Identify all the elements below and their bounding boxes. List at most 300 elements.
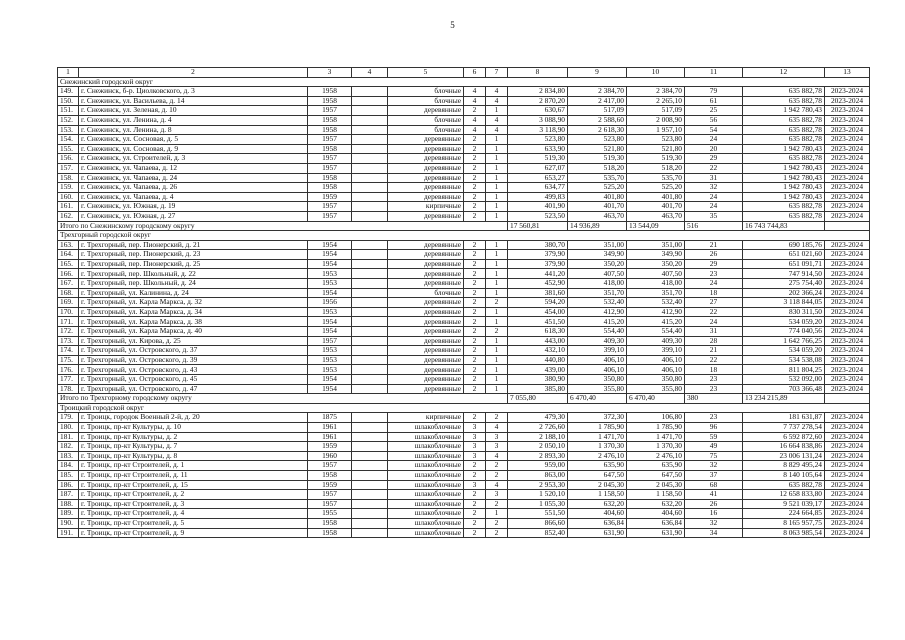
table-cell: 1 (486, 288, 508, 298)
table-cell: кирпичные (388, 202, 464, 212)
table-cell: 554,40 (627, 327, 685, 337)
table-cell: 2 (464, 365, 486, 375)
table-cell (352, 528, 388, 538)
table-cell: деревянные (388, 211, 464, 221)
table-cell: 1 (486, 346, 508, 356)
table-cell: 1 (486, 183, 508, 193)
table-cell: 3 (464, 442, 486, 452)
table-cell: 1954 (308, 259, 352, 269)
table-cell: 2023-2024 (825, 490, 870, 500)
table-cell: 1953 (308, 307, 352, 317)
table-cell: 401,70 (627, 202, 685, 212)
table-cell: г. Троицк, пр-кт Строителей, д. 1 (79, 461, 308, 471)
table-cell: 351,00 (627, 240, 685, 250)
table-cell: деревянные (388, 250, 464, 260)
table-cell (352, 115, 388, 125)
table-cell: 3 (486, 490, 508, 500)
table-cell: 2 (486, 327, 508, 337)
table-cell (352, 470, 388, 480)
table-cell: 959,00 (508, 461, 568, 471)
table-cell: 18 (685, 365, 743, 375)
table-cell: г. Трехгорный, пер. Пионерский, д. 25 (79, 259, 308, 269)
table-cell: 401,90 (508, 202, 568, 212)
table-cell: 4 (464, 96, 486, 106)
table-cell: 2 (464, 298, 486, 308)
table-cell (352, 422, 388, 432)
table-cell: 1960 (308, 451, 352, 461)
table-cell: 774 040,56 (743, 327, 825, 337)
table-cell: 1961 (308, 422, 352, 432)
table-cell: 2 588,60 (568, 115, 627, 125)
table-cell: г. Трехгорный, ул. Карла Маркса, д. 38 (79, 317, 308, 327)
table-cell (352, 509, 388, 519)
table-cell: 2 (464, 154, 486, 164)
table-cell: 157. (58, 163, 79, 173)
table-cell: 3 (486, 432, 508, 442)
table-cell: 1958 (308, 528, 352, 538)
section-title: Снежинский городской округ (58, 77, 870, 87)
table-cell: 1957 (308, 461, 352, 471)
table-cell: г. Снежинск, ул. Чапаева, д. 24 (79, 173, 308, 183)
table-cell: 150. (58, 96, 79, 106)
table-cell: 155. (58, 144, 79, 154)
table-row (58, 87, 870, 97)
table-cell: 4 (486, 451, 508, 461)
table-cell: 2023-2024 (825, 125, 870, 135)
table-cell: 1957 (308, 211, 352, 221)
table-cell: 26 (685, 499, 743, 509)
table-cell: 187. (58, 490, 79, 500)
table-cell: 27 (685, 298, 743, 308)
table-cell: 452,90 (508, 279, 568, 289)
table-cell: 224 664,85 (743, 509, 825, 519)
table-cell: 635 882,78 (743, 202, 825, 212)
table-cell: 1953 (308, 355, 352, 365)
table-cell: 4 (464, 87, 486, 97)
table-cell: 2 (464, 144, 486, 154)
table-cell: 158. (58, 173, 79, 183)
table-cell: 1 (486, 106, 508, 116)
table-row (58, 384, 870, 394)
table-cell: 534 059,20 (743, 317, 825, 327)
table-cell: 21 (685, 346, 743, 356)
table-cell: г. Снежинск, ул. Чапаева, д. 12 (79, 163, 308, 173)
table-cell: 635,90 (568, 461, 627, 471)
table-cell: 176. (58, 365, 79, 375)
table-cell (352, 202, 388, 212)
table-cell: шлакоблочные (388, 451, 464, 461)
table-cell: деревянные (388, 173, 464, 183)
table-cell: 1954 (308, 327, 352, 337)
table-cell: 3 (464, 432, 486, 442)
table-cell: 407,50 (627, 269, 685, 279)
table-cell: 2023-2024 (825, 317, 870, 327)
table-cell: 16 (685, 509, 743, 519)
table-cell: 2023-2024 (825, 96, 870, 106)
table-cell: 1 (486, 384, 508, 394)
table-cell: 1 942 780,43 (743, 144, 825, 154)
table-cell: 380,70 (508, 240, 568, 250)
table-cell: 2 (486, 413, 508, 423)
table-cell: 1955 (308, 509, 352, 519)
table-cell: 2023-2024 (825, 279, 870, 289)
table-cell: 404,60 (627, 509, 685, 519)
table-cell: 24 (685, 202, 743, 212)
table-cell: 2023-2024 (825, 192, 870, 202)
table-cell: 24 (685, 317, 743, 327)
table-cell: 24 (685, 135, 743, 145)
table-cell: 2 834,80 (508, 87, 568, 97)
table-cell: 1 942 780,43 (743, 163, 825, 173)
table-cell: 24 (685, 192, 743, 202)
table-cell (352, 125, 388, 135)
table-row (58, 125, 870, 135)
table-cell: 2 (464, 183, 486, 193)
table-cell: 2 (486, 528, 508, 538)
table-cell: 351,00 (568, 240, 627, 250)
table-cell: 418,00 (627, 279, 685, 289)
column-header: 13 (825, 68, 870, 78)
table-cell: деревянные (388, 106, 464, 116)
table-cell: 412,90 (568, 307, 627, 317)
table-cell: 463,70 (568, 211, 627, 221)
table-cell: шлакоблочные (388, 509, 464, 519)
table-cell: 651 021,60 (743, 250, 825, 260)
table-cell: 28 (685, 336, 743, 346)
total-cell: 16 743 744,83 (743, 221, 825, 231)
table-cell: 2023-2024 (825, 269, 870, 279)
table-cell: 23 (685, 375, 743, 385)
table-cell: г. Трехгорный, пер. Пионерский, д. 21 (79, 240, 308, 250)
table-cell: 1957 (308, 499, 352, 509)
total-cell: 17 560,81 (508, 221, 568, 231)
table-cell: 415,20 (568, 317, 627, 327)
table-cell: 191. (58, 528, 79, 538)
table-cell (352, 173, 388, 183)
table-cell: 2023-2024 (825, 106, 870, 116)
table-cell: деревянные (388, 307, 464, 317)
table-row (58, 490, 870, 500)
table-cell: 523,80 (627, 135, 685, 145)
table-cell: 31 (685, 173, 743, 183)
table-cell (352, 288, 388, 298)
table-cell: 2023-2024 (825, 154, 870, 164)
table-cell: 1958 (308, 96, 352, 106)
table-cell: 171. (58, 317, 79, 327)
table-cell: 647,50 (568, 470, 627, 480)
table-cell (352, 135, 388, 145)
table-cell: 2 (464, 528, 486, 538)
table-row (58, 173, 870, 183)
table-cell: г. Троицк, пр-кт Культуры, д. 8 (79, 451, 308, 461)
table-cell: 443,00 (508, 336, 568, 346)
table-cell: 441,20 (508, 269, 568, 279)
table-cell: 1 (486, 365, 508, 375)
table-cell: г. Троицк, пр-кт Строителей, д. 4 (79, 509, 308, 519)
table-row (58, 355, 870, 365)
table-cell: 4 (464, 115, 486, 125)
table-cell: 440,80 (508, 355, 568, 365)
table-cell: 56 (685, 115, 743, 125)
table-cell: 177. (58, 375, 79, 385)
table-cell: 635 882,78 (743, 87, 825, 97)
table-cell: 1958 (308, 183, 352, 193)
table-cell: 350,20 (627, 259, 685, 269)
column-header: 11 (685, 68, 743, 78)
table-cell: 630,67 (508, 106, 568, 116)
table-cell: 631,90 (627, 528, 685, 538)
table-cell: деревянные (388, 317, 464, 327)
table-cell (352, 259, 388, 269)
table-cell: 189. (58, 509, 79, 519)
table-cell: 379,90 (508, 259, 568, 269)
table-cell: 519,30 (568, 154, 627, 164)
table-cell: 23 (685, 269, 743, 279)
table-cell: 68 (685, 480, 743, 490)
table-cell: 29 (685, 259, 743, 269)
table-cell: 401,70 (568, 202, 627, 212)
table-cell: 1 957,10 (627, 125, 685, 135)
table-cell: 183. (58, 451, 79, 461)
table-cell: 2023-2024 (825, 355, 870, 365)
table-cell: 2 (464, 327, 486, 337)
table-cell: 1953 (308, 269, 352, 279)
table-cell: 2023-2024 (825, 144, 870, 154)
table-cell: 2 (464, 490, 486, 500)
table-cell: 34 (685, 528, 743, 538)
table-cell: 2023-2024 (825, 442, 870, 452)
table-cell: 632,20 (627, 499, 685, 509)
table-row (58, 135, 870, 145)
column-header: 4 (352, 68, 388, 78)
table-cell: 161. (58, 202, 79, 212)
table-cell: 866,60 (508, 518, 568, 528)
table-cell: г. Трехгорный, ул. Карла Маркса, д. 32 (79, 298, 308, 308)
table-cell: г. Трехгорный, ул. Островского, д. 47 (79, 384, 308, 394)
table-cell: 647,50 (627, 470, 685, 480)
table-cell: 2 953,30 (508, 480, 568, 490)
table-cell: 2 (486, 499, 508, 509)
table-cell: 6 592 872,60 (743, 432, 825, 442)
table-row (58, 298, 870, 308)
total-row (58, 394, 870, 404)
table-cell: 3 118 844,05 (743, 298, 825, 308)
table-cell: 2023-2024 (825, 375, 870, 385)
table-cell: 1 942 780,43 (743, 106, 825, 116)
table-cell: 635,90 (627, 461, 685, 471)
table-cell: 635 882,78 (743, 480, 825, 490)
table-cell: 2 (464, 288, 486, 298)
section-title: Трехгорный городской округ (58, 231, 870, 241)
table-cell: 372,30 (568, 413, 627, 423)
table-cell: 4 (486, 125, 508, 135)
table-cell: 22 (685, 307, 743, 317)
table-cell (352, 518, 388, 528)
table-cell (352, 87, 388, 97)
page-number: 5 (450, 20, 455, 30)
table-cell (352, 442, 388, 452)
table-cell: деревянные (388, 327, 464, 337)
table-cell: 1961 (308, 432, 352, 442)
table-row (58, 106, 870, 116)
table-cell: 26 (685, 250, 743, 260)
table-cell: г. Снежинск, ул. Сосновая, д. 9 (79, 144, 308, 154)
table-cell (352, 269, 388, 279)
table-cell: 1875 (308, 413, 352, 423)
table-cell (352, 279, 388, 289)
table-cell: 2 (464, 135, 486, 145)
table-cell: деревянные (388, 375, 464, 385)
table-cell: 409,30 (568, 336, 627, 346)
table-cell: деревянные (388, 384, 464, 394)
table-cell: 525,20 (627, 183, 685, 193)
table-row (58, 461, 870, 471)
table-cell: 1958 (308, 115, 352, 125)
table-row (58, 240, 870, 250)
table-cell: 275 754,40 (743, 279, 825, 289)
table-cell: 2 188,10 (508, 432, 568, 442)
table-cell: 1953 (308, 279, 352, 289)
table-cell: г. Троицк, пр-кт Строителей, д. 15 (79, 480, 308, 490)
table-cell: 1954 (308, 317, 352, 327)
table-cell: 2023-2024 (825, 259, 870, 269)
table-cell: 2023-2024 (825, 250, 870, 260)
table-row (58, 259, 870, 269)
table-cell: 2023-2024 (825, 528, 870, 538)
column-header: 12 (743, 68, 825, 78)
table-cell: 4 (486, 87, 508, 97)
table-cell: 163. (58, 240, 79, 250)
table-cell: 1957 (308, 135, 352, 145)
table-cell: 401,80 (568, 192, 627, 202)
table-cell (352, 307, 388, 317)
table-cell: 1 471,70 (568, 432, 627, 442)
table-cell: 1 (486, 509, 508, 519)
table-cell: шлакоблочные (388, 461, 464, 471)
table-cell: 4 (486, 422, 508, 432)
table-cell: 404,60 (568, 509, 627, 519)
table-cell: 1 (486, 259, 508, 269)
table-cell: 2023-2024 (825, 115, 870, 125)
table-cell: деревянные (388, 346, 464, 356)
table-cell: 174. (58, 346, 79, 356)
table-cell: 635 882,78 (743, 211, 825, 221)
table-cell: г. Трехгорный, ул. Островского, д. 43 (79, 365, 308, 375)
table-cell: 635 882,78 (743, 115, 825, 125)
table-cell: 401,80 (627, 192, 685, 202)
table-cell: 173. (58, 336, 79, 346)
table-cell: 2 (464, 307, 486, 317)
table-cell: 406,10 (627, 365, 685, 375)
table-cell: 2 (464, 499, 486, 509)
table-cell: 355,80 (627, 384, 685, 394)
table-row (58, 154, 870, 164)
table-cell: 154. (58, 135, 79, 145)
table-cell (352, 240, 388, 250)
table-cell: 554,40 (568, 327, 627, 337)
table-cell: 2023-2024 (825, 211, 870, 221)
table-cell: 2 384,70 (568, 87, 627, 97)
table-cell: 2 045,30 (627, 480, 685, 490)
table-cell: 1958 (308, 173, 352, 183)
table-cell: 1957 (308, 106, 352, 116)
table-cell: г. Снежинск, б-р. Циолковского, д. 3 (79, 87, 308, 97)
table-cell: 2023-2024 (825, 518, 870, 528)
table-cell: 2 476,10 (627, 451, 685, 461)
table-cell: г. Троицк, пр-кт Строителей, д. 2 (79, 490, 308, 500)
total-cell: 516 (685, 221, 743, 231)
table-cell: 1 158,50 (568, 490, 627, 500)
table-cell: 181 631,87 (743, 413, 825, 423)
table-cell: 2 (486, 518, 508, 528)
table-cell: 380,90 (508, 375, 568, 385)
table-cell: 2023-2024 (825, 509, 870, 519)
table-row (58, 183, 870, 193)
table-cell: деревянные (388, 365, 464, 375)
table-cell: 1959 (308, 442, 352, 452)
table-cell: 521,80 (568, 144, 627, 154)
table-cell: 1957 (308, 154, 352, 164)
table-cell: 551,50 (508, 509, 568, 519)
table-cell: 3 (464, 451, 486, 461)
table-cell: 351,70 (627, 288, 685, 298)
table-cell (352, 413, 388, 423)
table-cell: 8 063 985,54 (743, 528, 825, 538)
table-cell: 160. (58, 192, 79, 202)
table-cell: 23 006 131,24 (743, 451, 825, 461)
table-cell: 1958 (308, 518, 352, 528)
table-cell: 2023-2024 (825, 432, 870, 442)
table-row (58, 346, 870, 356)
table-row (58, 250, 870, 260)
table-cell: 454,00 (508, 307, 568, 317)
table-cell: 1 942 780,43 (743, 173, 825, 183)
table-cell (352, 154, 388, 164)
table-cell: 2 045,30 (568, 480, 627, 490)
table-cell (352, 499, 388, 509)
table-cell (352, 106, 388, 116)
table-cell: 349,90 (627, 250, 685, 260)
table-cell: 3 (464, 422, 486, 432)
table-cell: 4 (486, 115, 508, 125)
table-cell: 379,90 (508, 250, 568, 260)
table-cell: 2 618,30 (568, 125, 627, 135)
table-cell: 2 (486, 298, 508, 308)
table-cell: 165. (58, 259, 79, 269)
table-cell: 153. (58, 125, 79, 135)
table-cell: г. Снежинск, ул. Чапаева, д. 26 (79, 183, 308, 193)
table-cell: 534 538,08 (743, 355, 825, 365)
table-cell: 162. (58, 211, 79, 221)
table-cell: 1 (486, 192, 508, 202)
table-cell: 523,80 (568, 135, 627, 145)
table-cell: шлакоблочные (388, 528, 464, 538)
table-cell: 479,30 (508, 413, 568, 423)
table-cell: 594,20 (508, 298, 568, 308)
table-cell (352, 451, 388, 461)
table-cell: 399,10 (568, 346, 627, 356)
table-cell: 2023-2024 (825, 384, 870, 394)
table-cell: блочные (388, 115, 464, 125)
table-cell: г. Снежинск, ул. Ленина, д. 8 (79, 125, 308, 135)
table-cell: 168. (58, 288, 79, 298)
table-cell: 2 008,90 (627, 115, 685, 125)
table-cell: 451,50 (508, 317, 568, 327)
table-cell: шлакоблочные (388, 499, 464, 509)
table-cell: 1 785,90 (568, 422, 627, 432)
table-cell: 653,27 (508, 173, 568, 183)
table-row (58, 518, 870, 528)
